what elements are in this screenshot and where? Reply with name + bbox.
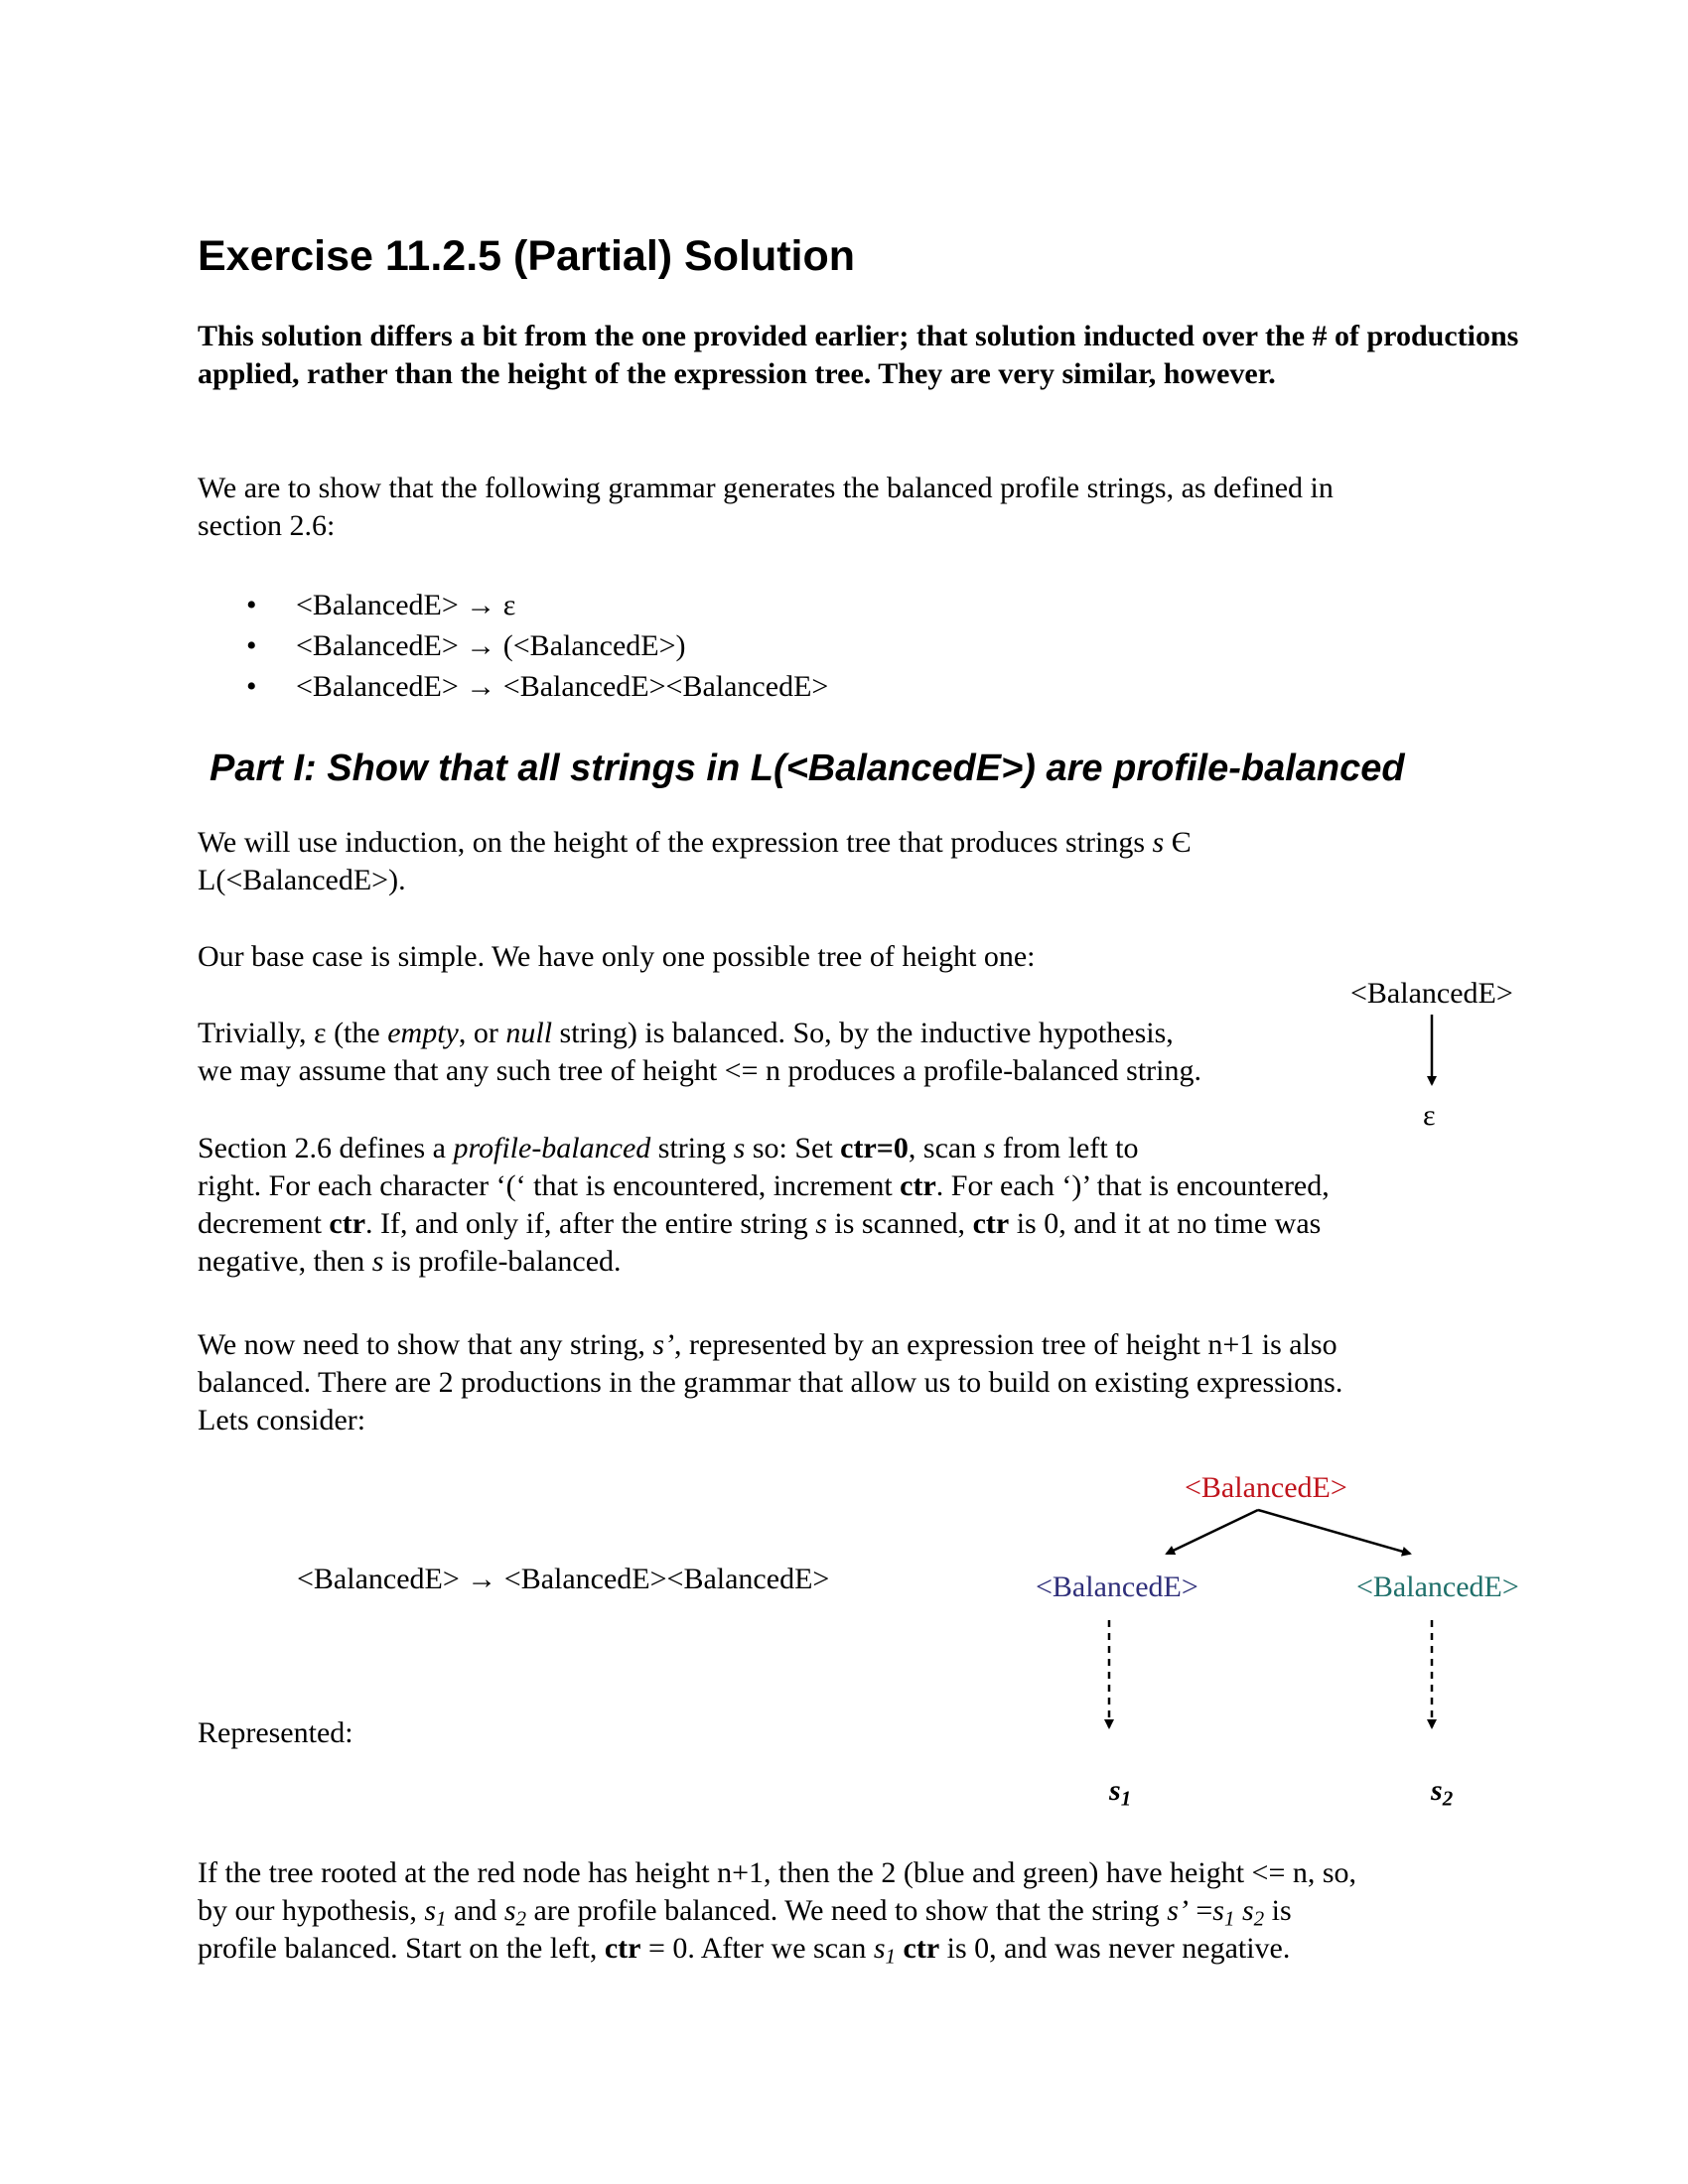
- bullet-icon: •: [246, 589, 257, 621]
- rule-text: <BalancedE> → (<BalancedE>): [296, 629, 686, 662]
- text-run: is 0, and was never negative.: [939, 1932, 1291, 1965]
- tree-left-node: <BalancedE>: [1036, 1570, 1198, 1603]
- text-run: null: [505, 1017, 553, 1049]
- final-paragraph: [198, 1854, 1528, 1968]
- bullet-icon: •: [246, 629, 257, 662]
- text-run: empty: [387, 1017, 459, 1049]
- var-s2: [503, 1894, 527, 1931]
- show-line-2: section 2.6:: [198, 509, 336, 542]
- text-run: string) is balanced. So, by the inductive hypothesis,: [552, 1017, 1174, 1049]
- text-run: , scan: [908, 1132, 984, 1164]
- text-run: from left to: [995, 1132, 1139, 1164]
- production-rule: <BalancedE> → <BalancedE><BalancedE>: [297, 1563, 830, 1595]
- text-run: are profile balanced. We need to show that the string: [526, 1894, 1168, 1927]
- text-run: s: [1431, 1774, 1443, 1807]
- small-tree-root: <BalancedE>: [1350, 977, 1513, 1010]
- root-left-arrow: [1167, 1510, 1258, 1554]
- subscript: 1: [1223, 1906, 1235, 1931]
- var-ctr: ctr=0: [840, 1132, 909, 1164]
- part1-heading: Part I: Show that all strings in L(<BalancedE>) are profile-balanced: [210, 748, 1405, 789]
- definition-paragraph: [198, 1130, 1528, 1281]
- var-s1: [1212, 1894, 1235, 1931]
- subscript: 2: [515, 1906, 527, 1931]
- var-s-prime: s’: [652, 1328, 675, 1361]
- text-run: s: [503, 1894, 516, 1927]
- text-run: s: [1241, 1894, 1254, 1927]
- small-tree-leaf: ε: [1423, 1099, 1436, 1132]
- text-run: we may assume that any such tree of height <= n produces a profile-balanced string.: [198, 1054, 1202, 1087]
- text-run: [1234, 1894, 1242, 1927]
- leaf-s1: [1109, 1772, 1131, 1810]
- var-s: s: [733, 1132, 746, 1164]
- text-run: is: [1264, 1894, 1292, 1927]
- tree-right-node: <BalancedE>: [1356, 1570, 1519, 1603]
- var-s: s: [371, 1245, 384, 1278]
- var-s1: [424, 1894, 447, 1931]
- subscript: 2: [1253, 1906, 1265, 1931]
- leaf-s2: [1431, 1772, 1453, 1810]
- show-line-1: We are to show that the following grammar generates the balanced profile strings, as defined in: [198, 472, 1334, 504]
- text-run: = 0. After we scan: [640, 1932, 874, 1965]
- term-profile-balanced: profile-balanced: [453, 1132, 651, 1164]
- text-run: is profile-balanced.: [383, 1245, 622, 1278]
- text-run: decrement: [198, 1207, 330, 1240]
- var-s2: [1241, 1894, 1265, 1931]
- text-run: by our hypothesis,: [198, 1894, 425, 1927]
- base-case-paragraph: Our base case is simple. We have only one possible tree of height one:: [198, 940, 1036, 973]
- var-s: s: [983, 1132, 996, 1164]
- text-run: so: Set: [745, 1132, 841, 1164]
- text-run: We now need to show that any string,: [198, 1328, 653, 1361]
- induction-paragraph: [198, 824, 1528, 899]
- var-ctr: ctr: [903, 1932, 940, 1965]
- text-run: s: [1212, 1894, 1224, 1927]
- text-run: negative, then: [198, 1245, 372, 1278]
- text-run: Trivially, ε (the: [198, 1017, 388, 1049]
- var-ctr: ctr: [604, 1932, 641, 1965]
- text-run: and: [446, 1894, 504, 1927]
- text-run: Section 2.6 defines a: [198, 1132, 454, 1164]
- text-run: right. For each character ‘(‘ that is encountered, increment: [198, 1169, 901, 1202]
- text-run: . For each ‘)’ that is encountered,: [935, 1169, 1330, 1202]
- var-ctr: ctr: [972, 1207, 1010, 1240]
- subscript: 2: [1442, 1786, 1454, 1811]
- text-run: Lets consider:: [198, 1404, 366, 1436]
- subscript: 1: [436, 1906, 447, 1931]
- text-run: . If, and only if, after the entire string: [365, 1207, 816, 1240]
- var-s: s: [815, 1207, 827, 1240]
- var-s-prime: s’: [1167, 1894, 1189, 1927]
- var-ctr: ctr: [900, 1169, 936, 1202]
- trivially-paragraph: [198, 1015, 1339, 1090]
- show-paragraph: [198, 470, 1528, 545]
- var-s1: [873, 1932, 897, 1969]
- text-run: We will use induction, on the height of the expression tree that produces strings: [198, 826, 1153, 859]
- text-run: Є: [1164, 826, 1192, 859]
- text-run: =: [1188, 1894, 1213, 1927]
- text-run: , or: [458, 1017, 506, 1049]
- text-run: s: [424, 1894, 437, 1927]
- rule-text: <BalancedE> → <BalancedE><BalancedE>: [296, 670, 829, 703]
- page-title: Exercise 11.2.5 (Partial) Solution: [198, 232, 856, 280]
- var-s: s: [1152, 826, 1165, 859]
- subscript: 1: [1120, 1786, 1132, 1811]
- text-run: L(<BalancedE>).: [198, 864, 406, 896]
- rule-text: <BalancedE> → ε: [296, 589, 516, 621]
- intro-paragraph: This solution differs a bit from the one provided earlier; that solution inducted over the # of productions applied, rather than the height of the expression tree. They are very similar, however.: [198, 320, 1519, 390]
- text-run: , represented by an expression tree of height n+1 is also: [674, 1328, 1337, 1361]
- text-run: [896, 1932, 904, 1965]
- root-right-arrow: [1258, 1510, 1410, 1554]
- text-run: If the tree rooted at the red node has height n+1, then the 2 (blue and green) have height <= n, so,: [198, 1856, 1357, 1889]
- inductive-step-paragraph: [198, 1326, 1528, 1439]
- text-run: s: [1109, 1774, 1121, 1807]
- text-run: is 0, and it at no time was: [1009, 1207, 1322, 1240]
- represented-label: Represented:: [198, 1716, 353, 1749]
- text-run: s: [873, 1932, 886, 1965]
- text-run: is scanned,: [826, 1207, 973, 1240]
- bullet-icon: •: [246, 670, 257, 703]
- tree-root-node: <BalancedE>: [1185, 1471, 1347, 1504]
- var-ctr: ctr: [329, 1207, 366, 1240]
- text-run: string: [650, 1132, 734, 1164]
- text-run: profile balanced. Start on the left,: [198, 1932, 605, 1965]
- text-run: balanced. There are 2 productions in the grammar that allow us to build on existing expressions.: [198, 1366, 1343, 1399]
- subscript: 1: [885, 1944, 897, 1969]
